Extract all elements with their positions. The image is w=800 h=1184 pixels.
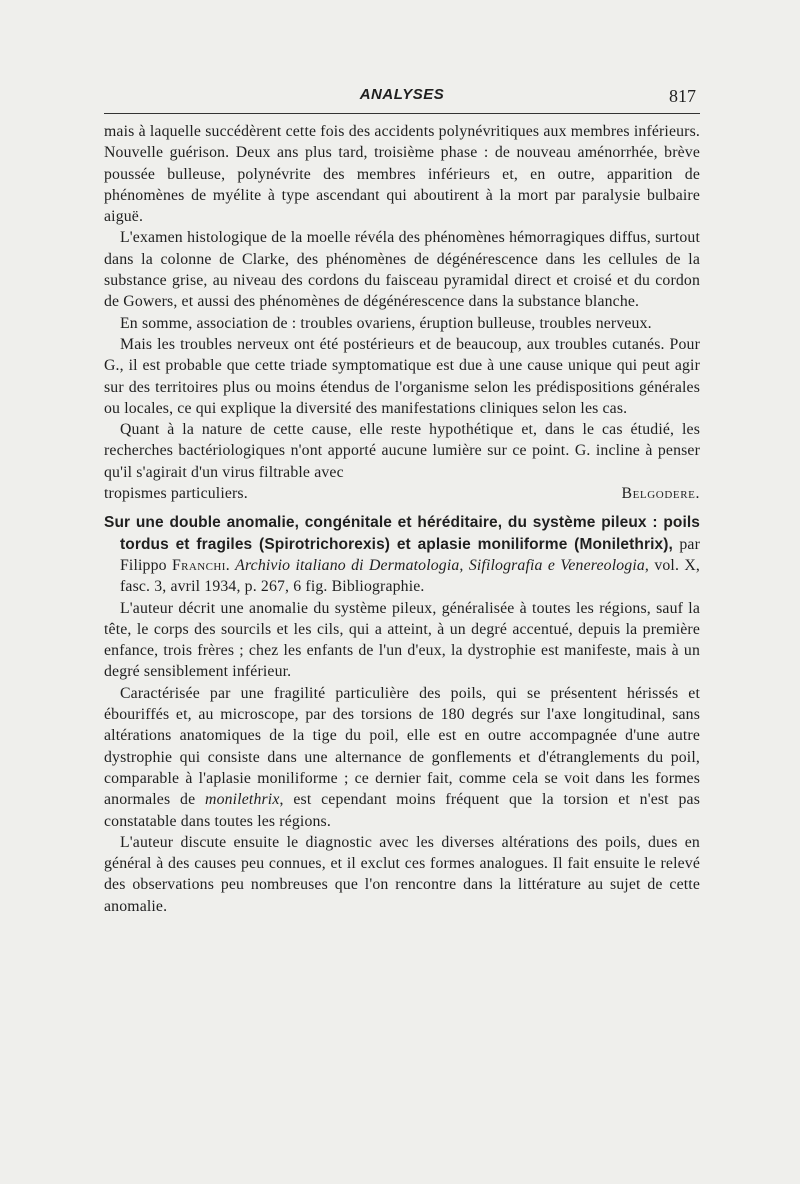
article1-paragraph-1: mais à laquelle succédèrent cette fois des accidents polynévritiques aux membres inférieurs. Nouvelle guérison. Deux ans plus tard, troisième phase : de nouveau aménorrhée, brève poussée bulleuse, polynévrite des membres inférieurs et, en outre, apparition de phénomènes de myélite à type ascendant qui aboutirent à la mort par paralysie bulbaire aiguë. <box>104 123 700 226</box>
running-head <box>104 86 700 110</box>
article2-paragraph-2 <box>104 683 700 832</box>
article2-by: par Filippo <box>120 535 700 574</box>
running-title: ANALYSES <box>359 86 445 103</box>
article2-paragraph-1: L'auteur décrit une anomalie du système pileux, généralisée à toutes les régions, sauf la tête, le corps des sourcils et les cils, qui a atteint, à un degré accentué, depuis la première enfance, trois frères ; chez les enfants de l'un d'eux, la dystrophie est manifeste, mais à un degré sensiblement inférieur. <box>104 599 700 681</box>
article2-title: Sur une double anomalie, congénitale et héréditaire, du système pileux : poils tordus et fragiles (Spirotrichorexis) et aplasie moniliforme (Monilethrix), <box>104 514 700 553</box>
header-rule <box>104 113 700 114</box>
reviewer-signature: Belgodere. <box>621 485 700 503</box>
article2-journal: Archivio italiano di Dermatologia, Sifilografia e Venereologia <box>235 556 645 574</box>
article1-paragraph-5: Quant à la nature de cette cause, elle reste hypothétique et, dans le cas étudié, les recherches bactériologiques n'ont apporté aucune lumière sur ce point. G. incline à penser qu'il s'agirait d'un virus filtrable avec <box>104 421 700 481</box>
article2-paragraph-3: L'auteur discute ensuite le diagnostic avec les diverses altérations des poils, dues en général à des causes peu connues, et il exclut ces formes analogues. Il fait ensuite le relevé des observations peu nombreuses que l'on rencontre dans la littérature au sujet de cette anomalie. <box>104 833 700 915</box>
article2-term: monilethrix <box>205 791 280 809</box>
article2-after-author: . <box>225 556 236 574</box>
article2-paragraph-2-a: Caractérisée par une fragilité particulière des poils, qui se présentent hérissés et ébouriffés et, au microscope, par des torsions de 180 degrés sur l'axe longitudinal, sans altérations anatomiques de la tige du poil, elle est en outre accompagnée d'une autre dystrophie qui consiste dans une alternance de gonflements et d'étranglements du poil, comparable à l'aplasie moniliforme ; ce dernier fait, comme cela se voit dans les formes anormales de <box>104 684 700 809</box>
article2-paragraph-2-b: , est cependant moins fréquent que la torsion et n'est pas constatable dans toutes les régions. <box>104 791 700 830</box>
article1-paragraph-3: En somme, association de : troubles ovariens, éruption bulleuse, troubles nerveux. <box>120 314 652 332</box>
article1-paragraph-5-end: tropismes particuliers. <box>104 485 248 503</box>
article2-author: Franchi <box>172 556 226 574</box>
article2-title-citation <box>104 512 700 597</box>
article2-heading <box>104 512 700 597</box>
article1-paragraph-2: L'examen histologique de la moelle révéla des phénomènes hémorragiques diffus, surtout dans la colonne de Clarke, des phénomènes de dégénérescence dans les cellules de la substance grise, au niveau des cordons du faisceau pyramidal direct et croisé et du cordon de Gowers, et aussi des phénomènes de dégénérescence dans la substance blanche. <box>104 229 700 311</box>
page-body <box>104 121 700 917</box>
article1-closing-line <box>104 483 700 504</box>
article2-citation: , vol. X, fasc. 3, avril 1934, p. 267, 6 fig. Bibliographie. <box>120 556 701 596</box>
article1-paragraph-4: Mais les troubles nerveux ont été postérieurs et de beaucoup, aux troubles cutanés. Pour G., il est probable que cette triade symptomatique est due à une cause unique qui peut agir sur des territoires plus ou moins étendus de l'organisme selon les prédispositions générales ou locales, ce qui explique la diversité des manifestations cliniques selon les cas. <box>104 335 700 417</box>
page-number: 817 <box>669 86 696 106</box>
